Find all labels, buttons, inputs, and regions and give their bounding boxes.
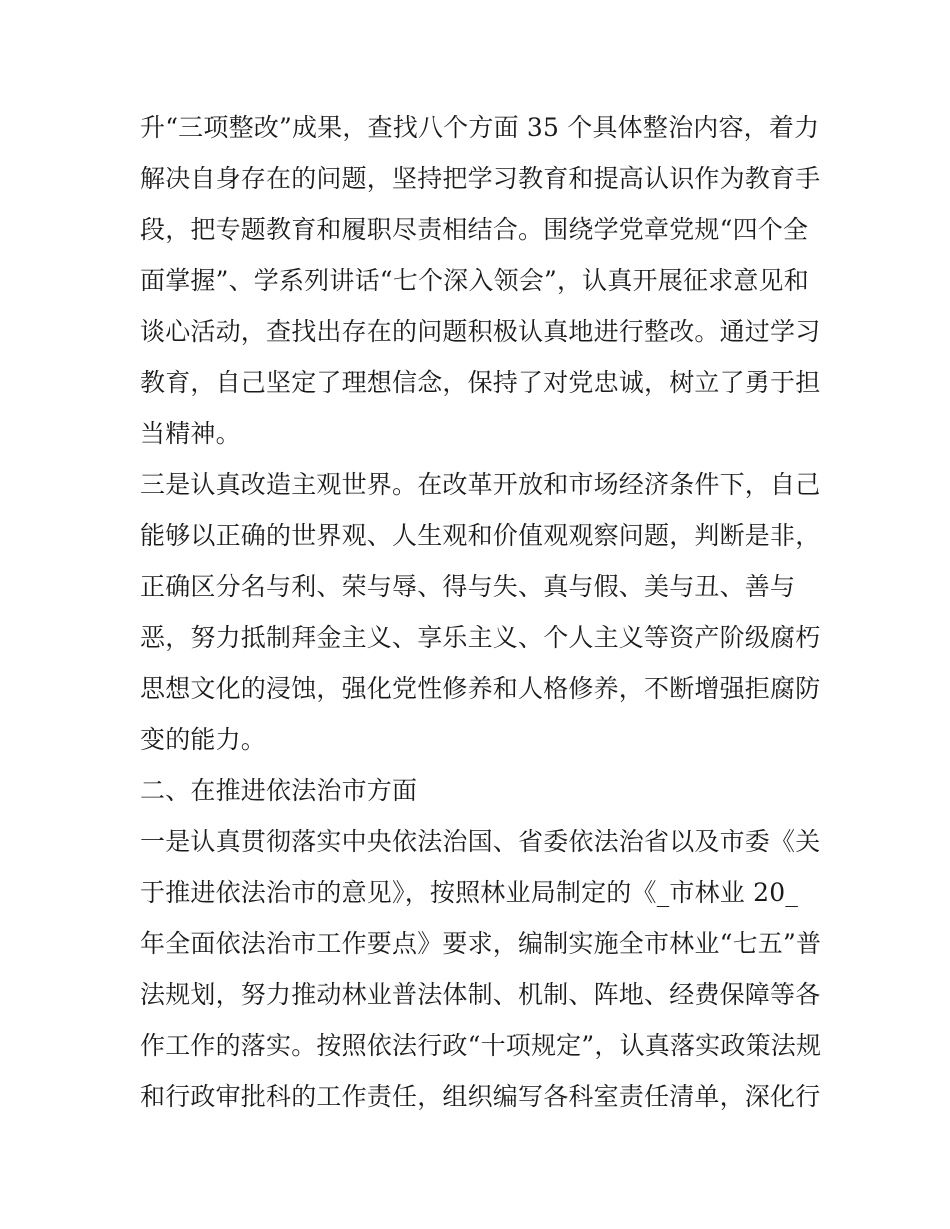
text-line: 解决自身存在的问题，坚持把学习教育和提高认识作为教育手	[140, 164, 821, 193]
text-line: 法规划，努力推动林业普法体制、机制、阵地、经费保障等各	[140, 980, 821, 1009]
text-line: 和行政审批科的工作责任，组织编写各科室责任清单，深化行	[140, 1082, 821, 1111]
text-line: 能够以正确的世界观、人生观和价值观观察问题，判断是非，	[140, 521, 821, 550]
text-line: 升“三项整改”成果，查找八个方面 35 个具体整治内容，着力	[140, 113, 820, 142]
section-heading: 二、在推进依法治市方面	[140, 776, 418, 805]
text-line: 正确区分名与利、荣与辱、得与失、真与假、美与丑、善与	[140, 572, 796, 601]
text-line: 三是认真改造主观世界。在改革开放和市场经济条件下，自己	[140, 470, 821, 499]
document-body	[140, 102, 820, 1122]
text-line: 恶，努力抵制拜金主义、享乐主义、个人主义等资产阶级腐朽	[140, 623, 821, 652]
text-line: 段，把专题教育和履职尽责相结合。围绕学党章党规“四个全	[140, 215, 809, 244]
text-line: 年全面依法治市工作要点》要求，编制实施全市林业“七五”普	[140, 929, 822, 958]
text-line: 思想文化的浸蚀，强化党性修养和人格修养，不断增强拒腐防	[140, 674, 821, 703]
text-line: 作工作的落实。按照依法行政“十项规定”，认真落实政策法规	[140, 1031, 822, 1060]
text-line: 当精神。	[140, 419, 241, 448]
text-line: 于推进依法治市的意见》，按照林业局制定的《_市林业 20_	[140, 878, 799, 907]
text-line: 谈心活动，查找出存在的问题积极认真地进行整改。通过学习	[140, 317, 821, 346]
text-line: 变的能力。	[140, 725, 267, 754]
text-line: 面掌握”、学系列讲话“七个深入领会”，认真开展征求意见和	[140, 266, 809, 295]
text-line: 一是认真贯彻落实中央依法治国、省委依法治省以及市委《关	[140, 827, 821, 856]
text-line: 教育，自己坚定了理想信念，保持了对党忠诚，树立了勇于担	[140, 368, 821, 397]
